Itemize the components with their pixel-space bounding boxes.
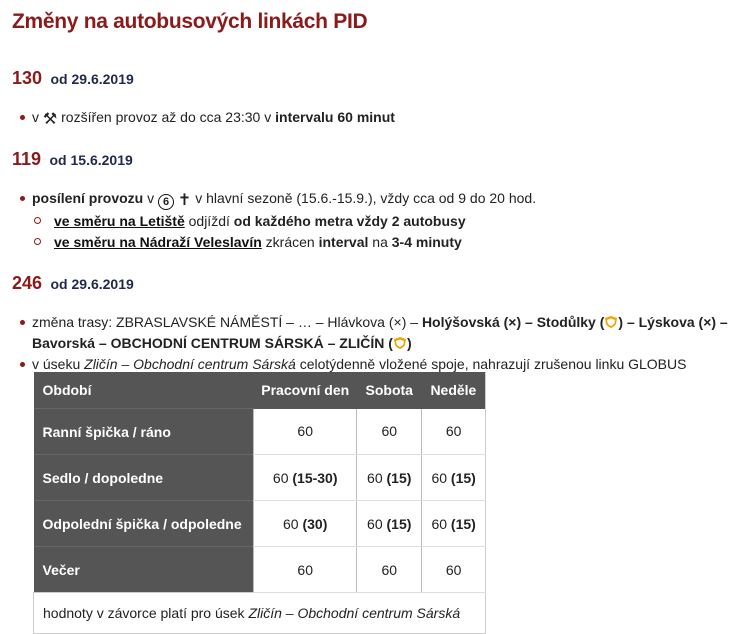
section-date: od 29.6.2019: [50, 276, 134, 292]
value: 60: [297, 561, 313, 578]
section-date: od 29.6.2019: [50, 71, 134, 87]
interval-text: intervalu 60 minut: [275, 109, 395, 125]
text: posílení provozu: [32, 190, 144, 206]
text: v: [147, 190, 155, 206]
text: : ZBRASLAVSKÉ NÁMĚSTÍ – … – Hlávkova (×) –: [108, 314, 419, 330]
column-header: Pracovní den: [254, 372, 357, 409]
value-detail: (15): [450, 515, 476, 532]
column-header: Sobota: [357, 372, 422, 409]
line-number: 246: [12, 273, 43, 293]
section-119-list: [20, 188, 536, 253]
section-246-list: [20, 312, 745, 375]
table-cell: [422, 409, 486, 455]
section-130-list: [20, 107, 395, 130]
row-label: Ranní špička / ráno: [34, 409, 254, 455]
value: 60: [431, 515, 448, 532]
value-detail: (15-30): [292, 469, 338, 486]
value: 60: [272, 469, 289, 486]
table-header-row: [34, 372, 486, 409]
table-cell: [254, 547, 357, 593]
value: 60: [367, 469, 383, 486]
text: odjíždí: [188, 213, 230, 229]
value: 60: [283, 515, 299, 532]
text: v hlavní sezoně (15.6.-15.9.), vždy cca od 9 do 20 hod.: [195, 190, 537, 206]
shield-icon: [393, 336, 407, 350]
text: od každého metra vždy 2 autobusy: [233, 213, 466, 229]
line-number: 119: [12, 149, 42, 169]
list-item: [20, 312, 745, 354]
value: 60: [367, 515, 383, 532]
text: v úseku: [32, 356, 81, 372]
text: interval: [318, 234, 369, 250]
note-section: Zličín – Obchodní centrum Sárská: [248, 605, 461, 621]
section-heading-119: [12, 149, 133, 170]
direction-link-veleslavin[interactable]: ve směru na Nádraží Veleslavín: [54, 234, 262, 250]
text: na: [372, 234, 388, 250]
table-cell: [422, 547, 486, 593]
column-header: Období: [34, 372, 254, 409]
value-detail: (15): [450, 469, 476, 486]
text: Zličín – Obchodní centrum Sárská: [84, 356, 296, 372]
row-label: Večer: [34, 547, 254, 593]
note-text: hodnoty v závorce platí pro úsek: [43, 605, 245, 621]
table-cell: [357, 455, 422, 501]
value: 60: [381, 561, 398, 578]
table-note: [34, 593, 486, 634]
value: 60: [431, 469, 448, 486]
hammer-icon: ⚒: [42, 111, 58, 128]
circled-number-icon: 6: [158, 194, 174, 210]
row-label: Sedlo / dopoledne: [34, 455, 254, 501]
table-row: [34, 455, 486, 501]
interval-table: [33, 372, 486, 634]
page-title: Změny na autobusových linkách PID: [12, 10, 368, 33]
section-date: od 15.6.2019: [49, 152, 133, 168]
table-cell: [357, 547, 422, 593]
table-footer-row: [34, 593, 486, 634]
text: Holýšovská (×) – Stodůlky (: [421, 314, 605, 330]
value-detail: (30): [302, 515, 328, 532]
table-cell: [254, 409, 357, 455]
list-item: [20, 107, 395, 130]
direction-link-letiste[interactable]: ve směru na Letiště: [54, 213, 185, 229]
row-label: Odpolední špička / odpoledne: [34, 501, 254, 547]
text: v: [32, 109, 39, 125]
table-row: [34, 547, 486, 593]
value: 60: [381, 423, 398, 440]
value-detail: (15): [386, 515, 412, 532]
cross-icon: ✝: [177, 192, 192, 209]
text: 3-4 minuty: [391, 234, 462, 250]
value: 60: [297, 423, 313, 440]
value: 60: [445, 561, 462, 578]
list-item: [20, 188, 536, 253]
table-cell: [422, 501, 486, 547]
table-cell: [357, 409, 422, 455]
table-cell: [254, 501, 357, 547]
sub-list-item: [32, 211, 536, 232]
section-heading-130: [12, 68, 134, 89]
value-detail: (15): [386, 469, 412, 486]
text: Bavorská – OBCHODNÍ CENTRUM SÁRSKÁ – ZLIČÍN (: [32, 335, 393, 351]
sub-list-item: [32, 232, 536, 253]
section-heading-246: [12, 273, 134, 294]
value: 60: [445, 423, 462, 440]
text: ): [406, 335, 412, 351]
shield-icon: [604, 315, 618, 329]
column-header: Neděle: [422, 372, 486, 409]
table-cell: [422, 455, 486, 501]
line-number: 130: [12, 68, 43, 88]
table-row: [34, 501, 486, 547]
text: zkrácen: [265, 234, 315, 250]
text: celotýdenně vložené spoje, nahrazují zrušenou linku GLOBUS: [299, 356, 687, 372]
text: rozšířen provoz až do cca 23:30 v: [61, 109, 272, 125]
text: změna trasy: [32, 314, 109, 330]
table-cell: [254, 455, 357, 501]
text: ) – Lýskova (×) –: [618, 314, 728, 330]
sub-list: [32, 211, 536, 253]
table-row: [34, 409, 486, 455]
table-cell: [357, 501, 422, 547]
